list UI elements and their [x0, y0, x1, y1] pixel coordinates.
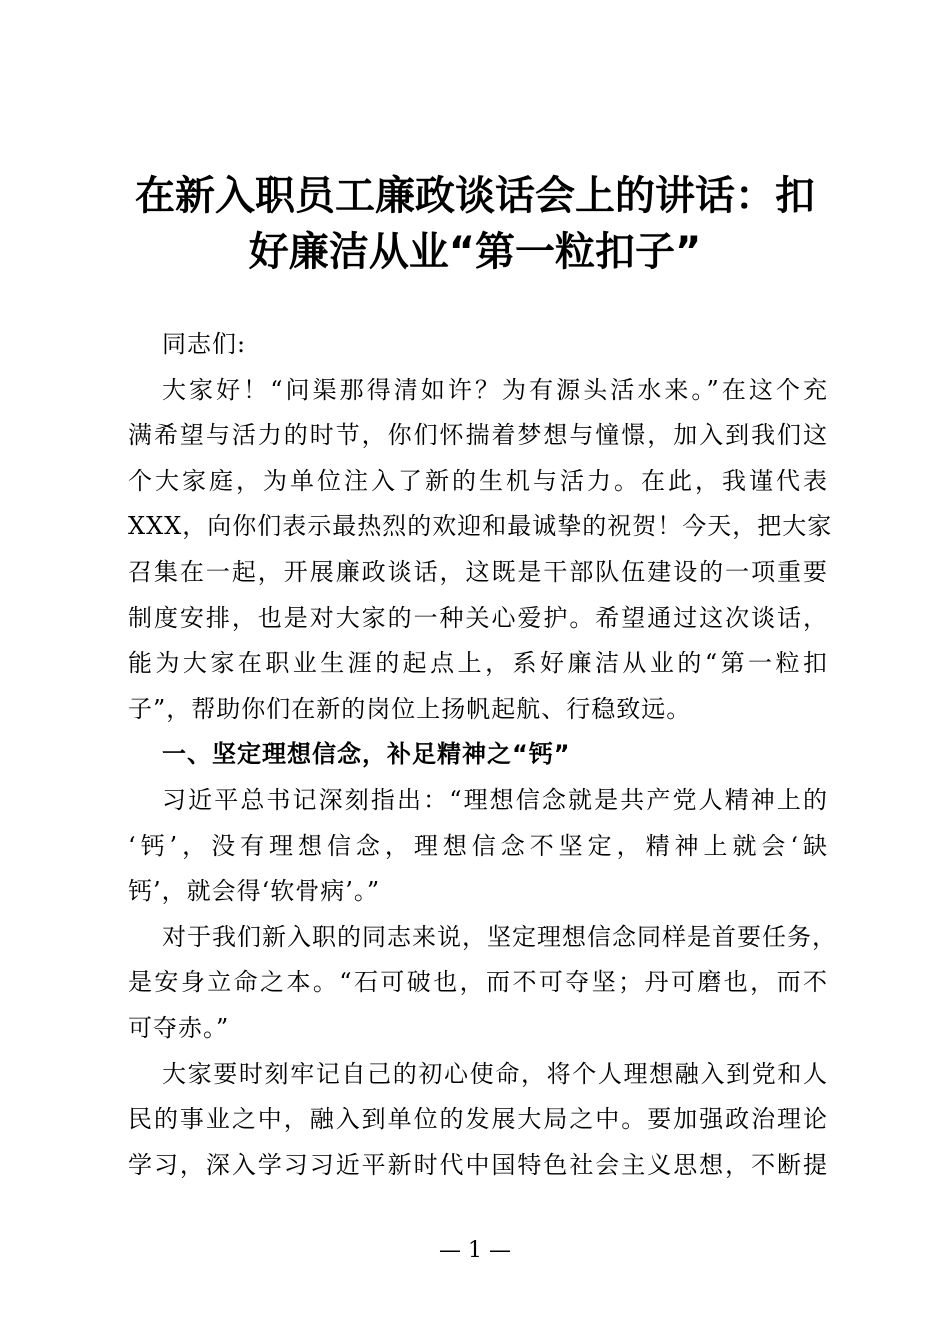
paragraph-1-line-5: 召集在一起，开展廉政谈话，这既是干部队伍建设的一项重要 [128, 557, 828, 586]
paragraph-2-line-2: ‘钙’，没有理想信念，理想信念不坚定，精神上就会‘缺 [128, 831, 828, 860]
paragraph-2-line-1: 习近平总书记深刻指出：“理想信念就是共产党人精神上的 [162, 785, 828, 814]
paragraph-4-line-2: 民的事业之中，融入到单位的发展大局之中。要加强政治理论 [128, 1105, 828, 1134]
paragraph-2-line-3: 钙’，就会得‘软骨病’。” [128, 877, 381, 906]
paragraph-4-line-3: 学习，深入学习习近平新时代中国特色社会主义思想，不断提 [128, 1150, 828, 1179]
paragraph-1-line-3: 个大家庭，为单位注入了新的生机与活力。在此，我谨代表 [128, 466, 828, 495]
paragraph-1-line-8: 子”，帮助你们在新的岗位上扬帆起航、行稳致远。 [128, 694, 692, 723]
document-body [128, 322, 837, 1188]
title-line-1: 在新入职员工廉政谈话会上的讲话：扣 [135, 173, 815, 219]
salutation: 同志们: [162, 330, 247, 358]
paragraph-3-line-3: 可夺赤。” [128, 1013, 230, 1042]
paragraph-3-line-1: 对于我们新入职的同志来说，坚定理想信念同样是首要任务， [162, 922, 837, 951]
page-number: — 1 — [439, 1238, 511, 1263]
paragraph-1-line-1: 大家好！“问渠那得清如许？为有源头活水来。”在这个充 [162, 375, 828, 404]
paragraph-1-line-4: XXX，向你们表示最热烈的欢迎和最诚挚的祝贺！今天，把大家 [128, 512, 833, 541]
paragraph-1-line-2: 满希望与活力的时节，你们怀揣着梦想与憧憬，加入到我们这 [128, 421, 828, 450]
section-heading-1: 一、坚定理想信念，补足精神之“钙” [162, 740, 571, 769]
paragraph-1-line-6: 制度安排，也是对大家的一种关心爱护。希望通过这次谈话， [128, 603, 828, 632]
paragraph-3-line-2: 是安身立命之本。“石可破也，而不可夺坚；丹可磨也，而不 [128, 968, 828, 997]
paragraph-1-line-7: 能为大家在职业生涯的起点上，系好廉洁从业的“第一粒扣 [128, 649, 828, 678]
title-line-2: 好廉洁从业“第一粒扣子” [248, 229, 702, 275]
document-title [110, 168, 840, 280]
paragraph-4-line-1: 大家要时刻牢记自己的初心使命，将个人理想融入到党和人 [162, 1059, 828, 1088]
